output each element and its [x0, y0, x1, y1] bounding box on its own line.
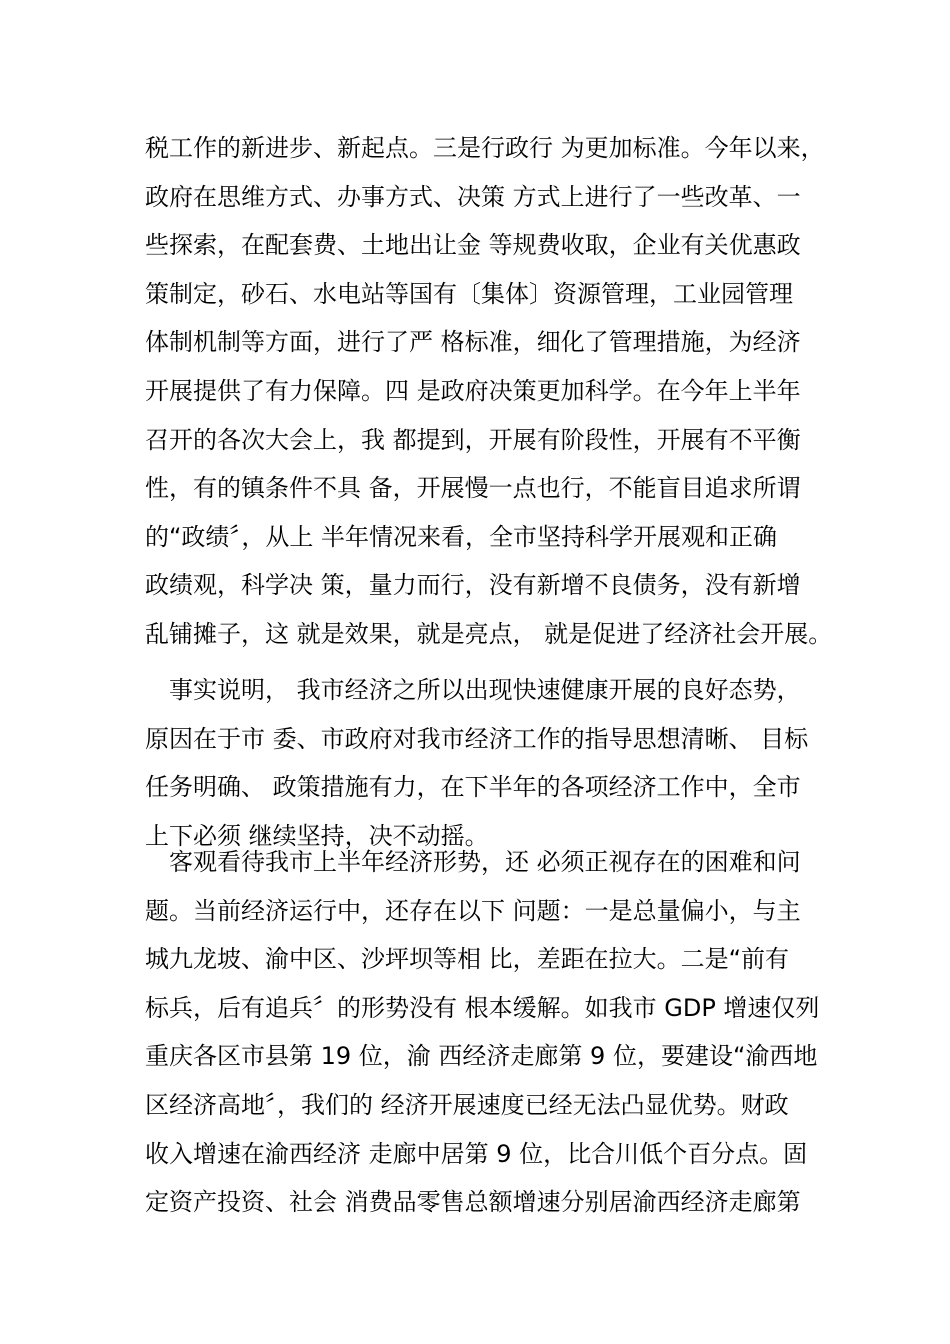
text-line: 开展提供了有力保障。四 是政府决策更加科学。在今年上半年 — [145, 376, 801, 405]
text-line: 些探索，在配套费、土地出让金 等规费收取，企业有关优惠政 — [145, 231, 801, 260]
text-line: 题。当前经济运行中，还存在以下 问题：一是总量偏小，与主 — [145, 896, 801, 925]
text-line: 性，有的镇条件不具 备，开展慢一点也行，不能盲目追求所谓 — [145, 474, 801, 503]
text-line: 税工作的新进步、新起点。三是行政行 为更加标准。今年以来， — [145, 134, 825, 162]
text-line: 上下必须 继续坚持，决不动摇。 — [145, 821, 489, 850]
text-line: 原因在于市 委、市政府对我市经济工作的指导思想清晰、 目标 — [145, 724, 809, 753]
text-line: 城九龙坡、渝中区、沙坪坝等相 比，差距在拉大。二是“前有 — [145, 945, 790, 974]
text-line: 收入增速在渝西经济 走廊中居第 9 位，比合川低个百分点。固 — [145, 1139, 808, 1168]
text-line: 召开的各次大会上，我 都提到，开展有阶段性，开展有不平衡 — [145, 425, 801, 454]
text-line: 客观看待我市上半年经济形势，还 必须正视存在的困难和问 — [169, 848, 801, 876]
text-line: 策制定，砂石、水电站等国有〔集体〕资源管理，工业园管理 — [145, 279, 793, 308]
text-line: 体制机制等方面，进行了严 格标准，细化了管理措施，为经济 — [145, 328, 801, 357]
paragraph-3 — [145, 842, 825, 1231]
text-line: 标兵，后有追兵〞的形势没有 根本缓解。如我市 GDP 增速仅列 — [145, 993, 820, 1022]
text-line: 的“政绩〞，从上 半年情况来看，全市坚持科学开展观和正确 — [145, 522, 778, 551]
paragraph-1 — [145, 128, 833, 663]
paragraph-2 — [145, 670, 825, 864]
text-line: 区经济高地〞，我们的 经济开展速度已经无法凸显优势。财政 — [145, 1090, 789, 1119]
text-line: 政府在思维方式、办事方式、决策 方式上进行了一些改革、一 — [145, 182, 801, 211]
text-line: 事实说明， 我市经济之所以出现快速健康开展的良好态势， — [169, 676, 801, 704]
text-line: 政绩观，科学决 策，量力而行，没有新增不良债务，没有新增 — [145, 571, 801, 600]
text-line: 任务明确、 政策措施有力，在下半年的各项经济工作中，全市 — [145, 773, 801, 802]
text-line: 乱铺摊子，这 就是效果，就是亮点， 就是促进了经济社会开展。 — [145, 619, 833, 648]
text-line: 定资产投资、社会 消费品零售总额增速分别居渝西经济走廊第 — [145, 1188, 801, 1217]
text-line: 重庆各区市县第 19 位，渝 西经济走廊第 9 位，要建设“渝西地 — [145, 1042, 818, 1071]
